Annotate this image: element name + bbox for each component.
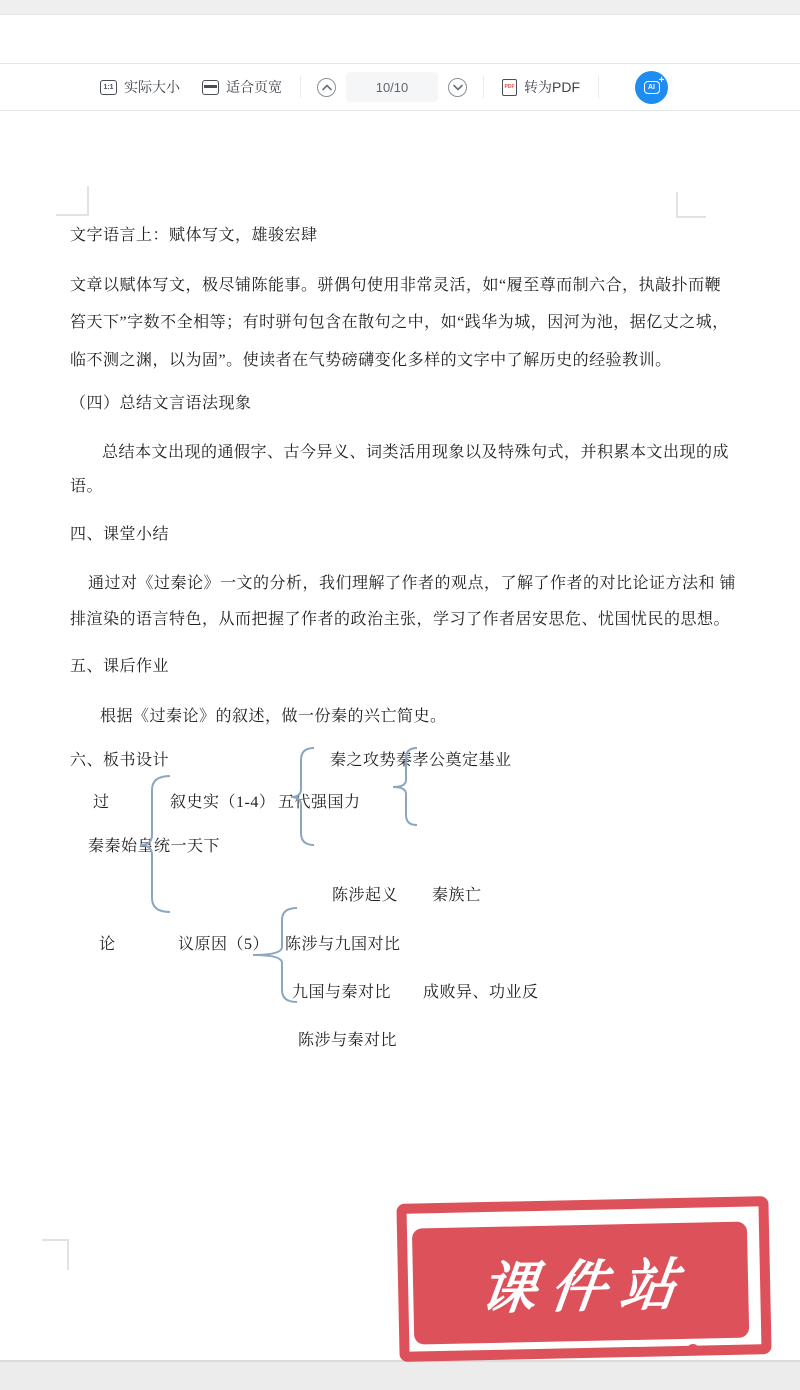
page-margin-marks xyxy=(0,112,800,1360)
plus-icon: + xyxy=(658,74,665,86)
doc-line: 文章以赋体写文，极尽铺陈能事。骈偶句使用非常灵活，如“履至尊而制六合，执敲扑而鞭 xyxy=(70,277,722,294)
doc-line: 语。 xyxy=(70,478,104,495)
top-strip xyxy=(0,0,800,15)
doc-heading-section4: （四）总结文言语法现象 xyxy=(70,395,252,412)
diagram-label: 陈涉起义 xyxy=(332,887,399,904)
diagram-label: 九国与秦对比 xyxy=(292,984,392,1001)
stamp-ink-dot xyxy=(688,1344,698,1351)
viewer-background-strip xyxy=(0,1360,800,1390)
pdf-icon: PDF xyxy=(502,79,517,96)
doc-heading-homework: 五、课后作业 xyxy=(70,658,170,675)
diagram-label: 秦族亡 xyxy=(432,887,482,904)
toolbar-divider xyxy=(483,76,484,98)
crop-mark-bottom-left xyxy=(42,1240,68,1270)
ai-icon xyxy=(644,74,665,94)
doc-line: 总结本文出现的通假字、古今异义、词类活用现象以及特殊句式，并积累本文出现的成 xyxy=(102,444,730,461)
stamp-text: 课件站 xyxy=(476,1252,694,1321)
fit-width-button[interactable] xyxy=(200,73,284,101)
page-indicator[interactable] xyxy=(346,72,438,102)
toolbar-divider xyxy=(598,76,599,98)
convert-pdf-label: 转为PDF xyxy=(524,79,580,95)
document-page xyxy=(0,112,800,1360)
diagram-label: 秦之攻势秦孝公奠定基业 xyxy=(330,752,512,769)
toolbar xyxy=(0,63,800,111)
doc-line: 通过对《过秦论》一文的分析，我们理解了作者的观点，了解了作者的对比论证方法和 铺 xyxy=(88,575,737,592)
diagram-braces xyxy=(0,112,800,1360)
previous-page-button[interactable] xyxy=(317,78,336,97)
diagram-label: 议原因（5） xyxy=(178,936,270,953)
convert-pdf-button[interactable] xyxy=(500,73,582,101)
watermark-stamp xyxy=(396,1196,771,1362)
stamp-fill xyxy=(412,1222,749,1345)
toolbar-divider xyxy=(300,76,301,98)
doc-line: 文字语言上：赋体写文，雄骏宏肆 xyxy=(70,227,318,244)
fit-width-icon xyxy=(202,80,219,95)
stamp-ink-dot xyxy=(714,1348,721,1354)
diagram-label: 论 xyxy=(99,936,116,953)
chevron-up-icon xyxy=(322,84,332,91)
crop-mark-top-right xyxy=(677,192,706,217)
doc-line: 笞天下”字数不全相等；有时骈句包含在散句之中，如“践华为城，因河为池，据亿丈之城， xyxy=(70,314,729,331)
brace-reasons xyxy=(253,908,297,1002)
actual-size-icon: 1:1 xyxy=(100,80,117,95)
diagram-label: 陈涉与秦对比 xyxy=(298,1032,398,1049)
title-bar xyxy=(0,16,800,63)
diagram-label: 过 xyxy=(93,794,110,811)
diagram-label: 叙史实（1-4） xyxy=(170,794,276,811)
doc-line: 排渲染的语言特色，从而把握了作者的政治主张，学习了作者居安思危、忧国忧民的思想。 xyxy=(70,611,731,628)
actual-size-button[interactable] xyxy=(98,73,182,101)
fit-width-label: 适合页宽 xyxy=(226,79,282,95)
page-indicator-value: 10/10 xyxy=(375,79,409,95)
doc-heading-board-design: 六、板书设计 xyxy=(70,752,170,769)
diagram-label: 五代强国力 xyxy=(278,794,361,811)
next-page-button[interactable] xyxy=(448,78,467,97)
chevron-down-icon xyxy=(453,84,463,91)
doc-heading-summary: 四、课堂小结 xyxy=(70,526,170,543)
actual-size-label: 实际大小 xyxy=(124,79,180,95)
ai-assistant-button[interactable] xyxy=(635,71,668,104)
doc-line: 临不测之渊，以为固”。使读者在气势磅礴变化多样的文字中了解历史的经验教训。 xyxy=(70,352,672,369)
ai-icon-label: AI xyxy=(648,83,655,91)
diagram-label: 成败异、功业反 xyxy=(423,984,539,1001)
diagram-label: 陈涉与九国对比 xyxy=(285,936,401,953)
crop-mark-top-left xyxy=(56,186,88,215)
diagram-label: 秦秦始皇统一天下 xyxy=(88,838,221,855)
doc-line: 根据《过秦论》的叙述，做一份秦的兴亡简史。 xyxy=(100,708,447,725)
